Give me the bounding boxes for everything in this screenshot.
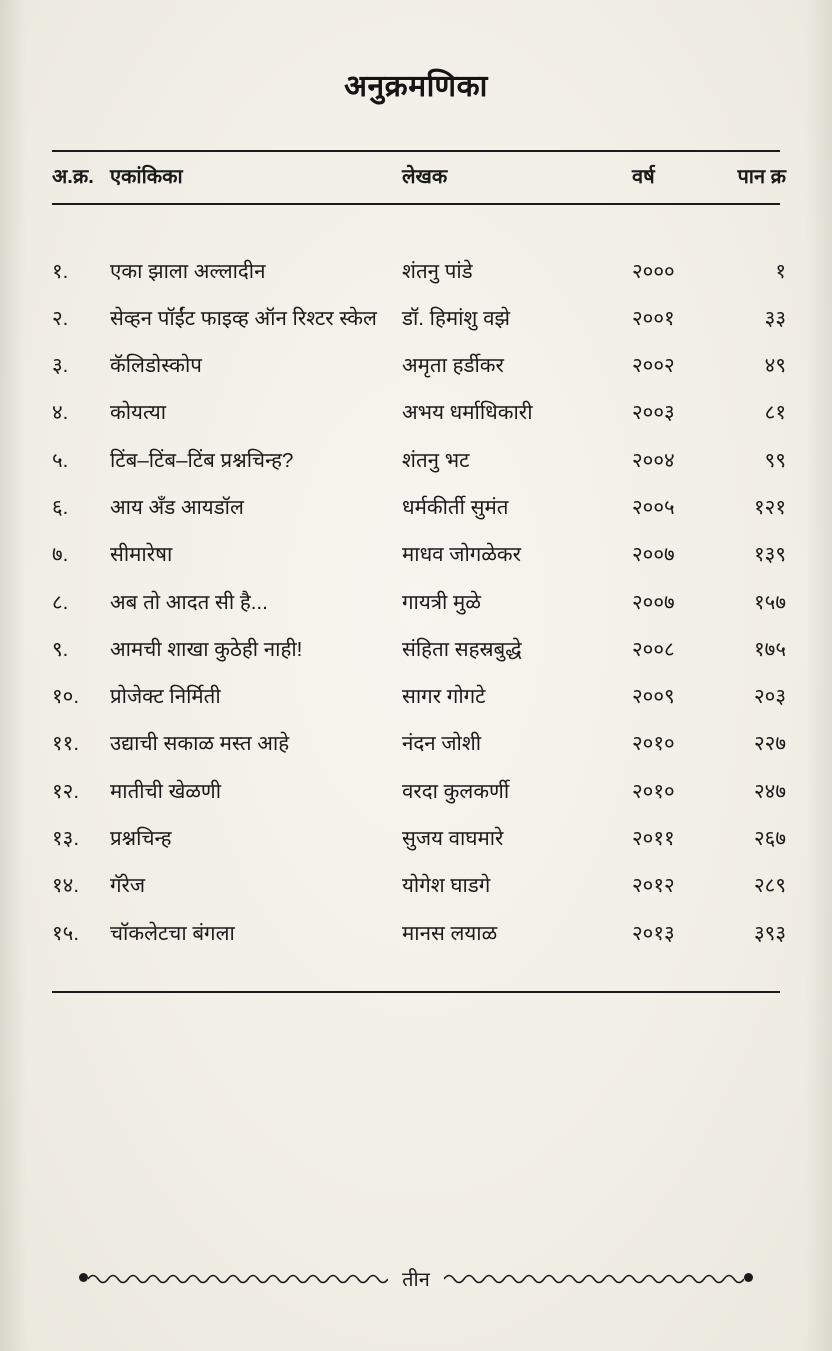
cell-page: २६७ — [754, 826, 786, 850]
cell-serial: २. — [52, 307, 69, 331]
cell-play: टिंब–टिंब–टिंब प्रश्नचिन्ह? — [110, 448, 294, 472]
table-of-contents — [52, 150, 786, 993]
cell-play: आय अँड आयडॉल — [110, 496, 244, 519]
table-row — [52, 768, 786, 815]
cell-play: सीमारेषा — [110, 543, 173, 567]
header-divider — [52, 203, 780, 205]
table-row — [52, 343, 786, 390]
cell-author: अभय धर्माधिकारी — [402, 401, 533, 425]
cell-serial: १२. — [52, 779, 80, 803]
table-row — [52, 721, 786, 768]
cell-play: चॉकलेटचा बंगला — [110, 921, 235, 945]
table-row — [52, 390, 786, 437]
cell-play: कॅलिडोस्कोप — [110, 354, 202, 378]
cell-page: १५७ — [754, 590, 786, 614]
cell-serial: ९. — [52, 637, 69, 661]
table-row — [52, 437, 786, 484]
footer-dot-right — [744, 1273, 753, 1282]
cell-serial: १०. — [52, 685, 80, 709]
cell-author: शंतनु भट — [402, 448, 470, 472]
cell-author: धर्मकीर्ती सुमंत — [402, 496, 509, 519]
cell-year: २००३ — [632, 401, 675, 425]
column-header-play: एकांकिका — [110, 166, 183, 188]
cell-play: सेव्हन पॉईंट फाइव्ह ऑन रिश्टर स्केल — [110, 307, 377, 331]
cell-play: अब तो आदत सी है... — [110, 590, 268, 614]
cell-serial: १५. — [52, 921, 80, 945]
table-row — [52, 532, 786, 579]
cell-author: वरदा कुलकर्णी — [402, 779, 510, 803]
cell-page: ३३ — [764, 307, 786, 331]
cell-page: १२१ — [754, 496, 786, 519]
cell-year: २०१२ — [632, 874, 675, 898]
table-row — [52, 579, 786, 626]
table-row — [52, 910, 786, 957]
table-row — [52, 674, 786, 721]
cell-page: १७५ — [754, 637, 786, 661]
table-row — [52, 485, 786, 532]
cell-serial: ७. — [52, 543, 69, 567]
cell-serial: ८. — [52, 590, 69, 614]
cell-page: २२७ — [754, 732, 786, 756]
cell-author: माधव जोगळेकर — [402, 543, 522, 567]
cell-author: सुजय वाघमारे — [402, 826, 504, 850]
cell-page: ३९३ — [754, 921, 786, 945]
cell-play: कोयत्या — [110, 401, 167, 425]
cell-author: शंतनु पांडे — [402, 260, 473, 284]
cell-year: २००७ — [632, 543, 675, 567]
cell-page: ९९ — [764, 448, 786, 472]
cell-play: उद्याची सकाळ मस्त आहे — [110, 732, 290, 756]
footer-squiggle-right — [444, 1270, 744, 1286]
cell-year: २००४ — [632, 448, 675, 472]
cell-page: १३९ — [754, 543, 786, 567]
cell-play: प्रश्नचिन्ह — [110, 826, 172, 850]
cell-author: गायत्री मुळे — [402, 590, 481, 614]
cell-serial: ६. — [52, 496, 69, 519]
cell-author: संहिता सहस्रबुद्धे — [402, 637, 522, 661]
column-header-author: लेखक — [402, 166, 448, 188]
cell-play: गॅरेज — [110, 874, 146, 898]
cell-page: २०३ — [754, 685, 786, 709]
table-header-row — [52, 152, 786, 203]
footer-squiggle-left — [88, 1270, 388, 1286]
cell-author: अमृता हर्डीकर — [402, 354, 504, 378]
cell-serial: १४. — [52, 874, 80, 898]
cell-page: २८९ — [754, 874, 786, 898]
folio-number: तीन — [402, 1269, 430, 1291]
table-row — [52, 863, 786, 910]
column-header-page: पान क्र — [737, 166, 786, 188]
cell-year: २००८ — [632, 637, 675, 661]
page-title: अनुक्रमणिका — [344, 70, 488, 103]
cell-year: २०११ — [632, 826, 675, 850]
cell-serial: १३. — [52, 826, 80, 850]
cell-serial: ५. — [52, 448, 69, 472]
bottom-divider — [52, 991, 780, 993]
toc-entries — [52, 249, 786, 958]
cell-author: योगेश घाडगे — [402, 874, 491, 898]
cell-year: २००० — [632, 260, 675, 284]
cell-year: २००५ — [632, 496, 675, 519]
cell-serial: ४. — [52, 401, 69, 425]
cell-year: २००७ — [632, 590, 675, 614]
cell-play: प्रोजेक्ट निर्मिती — [110, 685, 221, 709]
cell-page: २४७ — [754, 779, 786, 803]
column-header-serial: अ.क्र. — [52, 166, 94, 188]
cell-year: २००१ — [632, 307, 675, 331]
table-row — [52, 296, 786, 343]
cell-page: १ — [775, 260, 786, 284]
table-row — [52, 626, 786, 673]
cell-serial: १. — [52, 260, 69, 284]
cell-author: मानस लयाळ — [402, 921, 498, 945]
cell-year: २०१० — [632, 779, 675, 803]
cell-year: २०१० — [632, 732, 675, 756]
cell-serial: ३. — [52, 354, 69, 378]
cell-play: मातीची खेळणी — [110, 779, 222, 803]
cell-year: २००९ — [632, 685, 675, 709]
footer-dot-left — [79, 1273, 88, 1282]
table-row — [52, 249, 786, 296]
cell-year: २००२ — [632, 354, 675, 378]
cell-author: सागर गोगटे — [402, 685, 486, 709]
cell-serial: ११. — [52, 732, 80, 756]
cell-page: ४९ — [764, 354, 786, 378]
page-footer-ornament — [0, 1264, 832, 1291]
table-row — [52, 815, 786, 862]
cell-page: ८१ — [764, 401, 786, 425]
cell-year: २०१३ — [632, 921, 675, 945]
cell-author: नंदन जोशी — [402, 732, 482, 756]
cell-play: आमची शाखा कुठेही नाही! — [110, 637, 303, 661]
cell-author: डॉ. हिमांशु वझे — [402, 307, 510, 331]
cell-play: एका झाला अल्लादीन — [110, 260, 266, 284]
column-header-year: वर्ष — [632, 166, 655, 188]
